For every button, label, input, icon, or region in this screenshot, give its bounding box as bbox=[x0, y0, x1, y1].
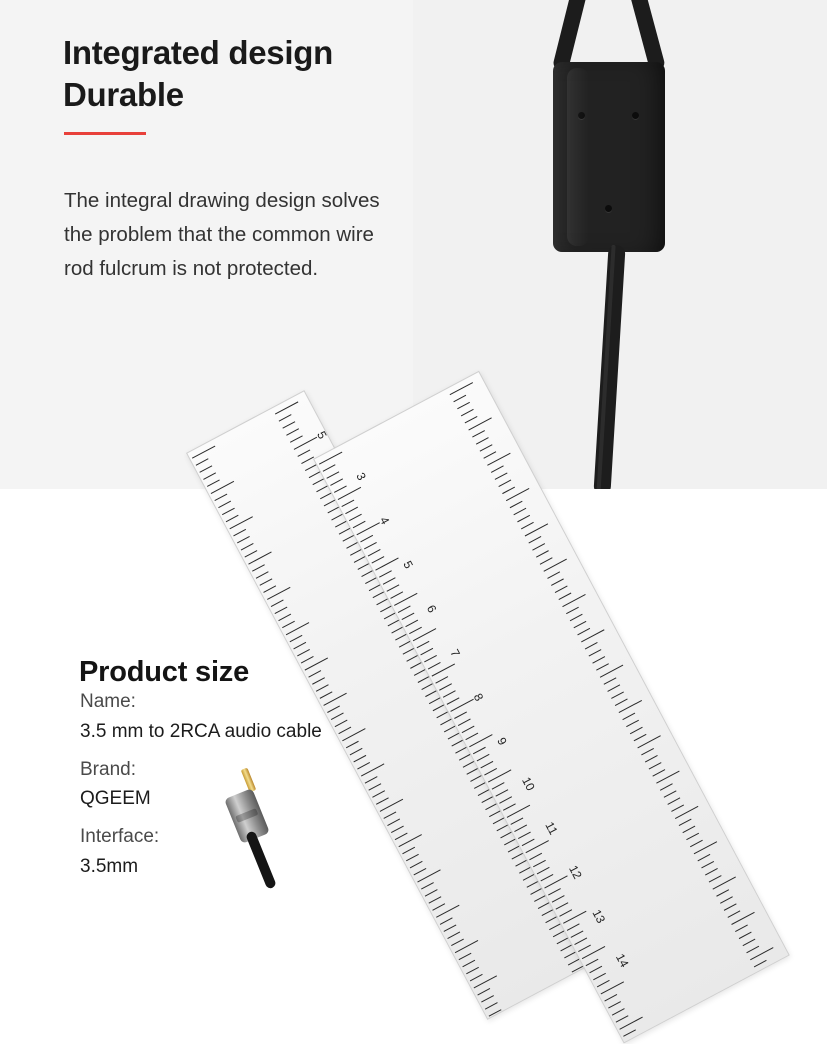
spec-value: 3.5 mm to 2RCA audio cable bbox=[80, 720, 322, 742]
ruler-tick bbox=[290, 435, 303, 442]
ruler-tick bbox=[597, 980, 610, 987]
ruler-tick bbox=[432, 903, 445, 910]
ruler-tick bbox=[398, 606, 411, 613]
ruler-tick bbox=[616, 1015, 629, 1022]
page-title bbox=[63, 32, 403, 116]
ruler-tick bbox=[226, 515, 239, 522]
spec-label: Brand: bbox=[80, 758, 136, 780]
ruler-number: 13 bbox=[589, 907, 609, 926]
main-cable bbox=[593, 245, 625, 496]
ruler-tick bbox=[547, 571, 560, 578]
cable-splitter-body bbox=[553, 62, 665, 252]
ruler-tick bbox=[709, 875, 722, 882]
ruler-tick bbox=[454, 711, 467, 718]
ruler-tick bbox=[622, 713, 635, 720]
ruler-tick bbox=[405, 620, 418, 627]
ruler-tick bbox=[574, 938, 587, 945]
ruler-tick bbox=[701, 861, 714, 868]
ruler-tick bbox=[443, 690, 456, 697]
ruler-tick bbox=[649, 762, 662, 769]
headline-line-1: Integrated design bbox=[63, 34, 333, 72]
ruler-tick bbox=[252, 564, 265, 571]
ruler-tick bbox=[323, 464, 336, 471]
top-text-column bbox=[0, 0, 413, 489]
ruler-tick bbox=[353, 521, 366, 528]
ruler-tick bbox=[567, 923, 580, 930]
ruler-tick bbox=[326, 471, 339, 478]
ruler-tick bbox=[716, 889, 729, 896]
ruler-tick bbox=[532, 543, 545, 550]
ruler-tick bbox=[345, 507, 358, 514]
ruler-tick bbox=[593, 973, 606, 980]
ruler-tick bbox=[483, 451, 496, 458]
ruler-tick bbox=[402, 847, 415, 854]
ruler-tick bbox=[458, 719, 471, 726]
ruler-tick bbox=[735, 925, 748, 932]
ruler-number: 3 bbox=[353, 470, 369, 483]
ruler-tick bbox=[495, 472, 508, 479]
ruler-tick bbox=[406, 854, 419, 861]
ruler-tick bbox=[279, 414, 292, 421]
ruler-tick bbox=[499, 796, 512, 803]
ruler-number: 14 bbox=[613, 951, 632, 970]
ruler-tick bbox=[634, 734, 647, 741]
ruler-tick bbox=[746, 946, 759, 953]
ruler-tick bbox=[447, 932, 460, 939]
ruler-tick bbox=[720, 896, 733, 903]
ruler-tick bbox=[641, 748, 654, 755]
ruler-tick bbox=[414, 868, 427, 875]
ruler-tick bbox=[447, 697, 460, 704]
ruler-tick bbox=[743, 939, 756, 946]
ruler-tick bbox=[697, 854, 710, 861]
ruler-tick bbox=[517, 515, 530, 522]
ruler-tick bbox=[203, 472, 216, 479]
ruler-tick bbox=[308, 670, 321, 677]
ruler-number: 5 bbox=[314, 428, 330, 442]
ruler-tick bbox=[686, 833, 699, 840]
ruler-tick bbox=[402, 613, 415, 620]
ruler-tick bbox=[368, 549, 381, 556]
ruler-tick bbox=[410, 861, 423, 868]
ruler-tick bbox=[466, 967, 479, 974]
ruler-number: 12 bbox=[566, 863, 585, 882]
ruler-tick bbox=[196, 458, 209, 465]
audio-plug-photo bbox=[232, 768, 272, 838]
ruler-number: 4 bbox=[376, 514, 393, 527]
ruler-tick bbox=[481, 995, 494, 1002]
ruler-tick bbox=[192, 446, 215, 459]
ruler-tick bbox=[341, 500, 354, 507]
ruler-tick bbox=[571, 930, 584, 937]
ruler-tick bbox=[652, 769, 665, 776]
ruler-tick bbox=[492, 782, 505, 789]
ruler-tick bbox=[739, 932, 752, 939]
spec-label: Name: bbox=[80, 691, 136, 712]
ruler-tick bbox=[330, 478, 343, 485]
ruler-tick bbox=[607, 684, 620, 691]
ruler-tick bbox=[293, 642, 306, 649]
ruler-tick bbox=[453, 395, 466, 402]
ruler-tick bbox=[444, 924, 457, 931]
ruler-tick bbox=[592, 656, 605, 663]
ruler-tick bbox=[623, 1029, 636, 1036]
ruler-number: 10 bbox=[519, 774, 538, 794]
ruler-tick bbox=[528, 536, 541, 543]
ruler-tick bbox=[480, 444, 493, 451]
ruler-tick bbox=[577, 628, 590, 635]
ruler-tick bbox=[435, 676, 448, 683]
spec-value: 3.5mm bbox=[80, 855, 139, 877]
ruler-tick bbox=[540, 557, 553, 564]
ruler-tick bbox=[522, 839, 535, 846]
ruler-tick bbox=[256, 571, 269, 578]
ruler-tick bbox=[301, 457, 314, 464]
ruler-tick bbox=[420, 648, 433, 655]
ruler-tick bbox=[690, 840, 703, 847]
ruler-tick bbox=[271, 600, 284, 607]
ruler-tick bbox=[645, 755, 658, 762]
ruler-tick bbox=[237, 536, 250, 543]
ruler-tick bbox=[574, 621, 587, 628]
ruler-tick bbox=[559, 909, 572, 916]
ruler-tick bbox=[480, 761, 493, 768]
ruler-tick bbox=[409, 627, 422, 634]
ruler-tick bbox=[263, 585, 276, 592]
ruler-tick bbox=[290, 635, 303, 642]
ruler-tick bbox=[604, 994, 617, 1001]
ruler-tick bbox=[491, 465, 504, 472]
ruler-tick bbox=[513, 508, 526, 515]
ruler-tick bbox=[462, 960, 475, 967]
ruler-tick bbox=[518, 832, 531, 839]
ruler-tick bbox=[502, 487, 515, 494]
ruler-tick bbox=[484, 768, 497, 775]
ruler-tick bbox=[207, 479, 220, 486]
ruler-tick bbox=[424, 655, 437, 662]
ruler-tick bbox=[724, 903, 737, 910]
ruler-tick bbox=[450, 382, 473, 395]
ruler-tick bbox=[440, 917, 453, 924]
ruler-tick bbox=[548, 888, 561, 895]
ruler-tick bbox=[360, 535, 373, 542]
ruler-tick bbox=[472, 430, 485, 437]
ruler-tick bbox=[476, 437, 489, 444]
ruler-tick bbox=[387, 584, 400, 591]
splitter-dot-icon bbox=[578, 112, 585, 119]
ruler-tick bbox=[536, 550, 549, 557]
ruler-tick bbox=[682, 826, 695, 833]
ruler-tick bbox=[473, 747, 486, 754]
spec-label: Interface: bbox=[80, 826, 160, 847]
ruler-tick bbox=[585, 642, 598, 649]
ruler-tick bbox=[551, 578, 564, 585]
ruler-tick bbox=[470, 974, 483, 981]
ruler-tick bbox=[533, 860, 546, 867]
ruler-tick bbox=[451, 939, 464, 946]
ruler-tick bbox=[233, 529, 246, 536]
ruler-tick bbox=[334, 485, 347, 492]
ruler-tick bbox=[286, 428, 299, 435]
spec-value: QGEEM bbox=[80, 788, 151, 810]
ruler-tick bbox=[589, 966, 602, 973]
ruler-tick bbox=[459, 953, 472, 960]
ruler-tick bbox=[465, 733, 478, 740]
ruler-number: 6 bbox=[423, 602, 440, 616]
ruler-tick bbox=[461, 409, 474, 416]
ruler-tick bbox=[728, 910, 741, 917]
ruler-tick bbox=[379, 570, 392, 577]
ruler-tick bbox=[383, 577, 396, 584]
ruler-tick bbox=[421, 882, 434, 889]
product-size-title: Product size bbox=[79, 656, 250, 689]
ruler-tick bbox=[578, 945, 591, 952]
ruler-tick bbox=[428, 662, 441, 669]
ruler-tick bbox=[529, 853, 542, 860]
ruler-tick bbox=[199, 465, 212, 472]
ruler-tick bbox=[275, 401, 298, 414]
ruler-tick bbox=[559, 593, 572, 600]
ruler-tick bbox=[604, 677, 617, 684]
ruler-tick bbox=[510, 817, 523, 824]
ruler-tick bbox=[537, 867, 550, 874]
ruler-tick bbox=[570, 614, 583, 621]
ruler-tick bbox=[566, 607, 579, 614]
ruler-tick bbox=[498, 480, 511, 487]
ruler-tick bbox=[278, 614, 291, 621]
ruler-tick bbox=[319, 452, 342, 465]
ruler-tick bbox=[282, 421, 295, 428]
ruler-number: 9 bbox=[494, 735, 510, 748]
headline-line-2: Durable bbox=[63, 76, 184, 114]
ruler-tick bbox=[541, 874, 554, 881]
ruler-tick bbox=[679, 819, 692, 826]
ruler-tick bbox=[297, 449, 310, 456]
ruler-tick bbox=[477, 988, 490, 995]
ruler-tick bbox=[372, 556, 385, 563]
ruler-tick bbox=[608, 1001, 621, 1008]
ruler-tick bbox=[462, 726, 475, 733]
ruler-tick bbox=[439, 683, 452, 690]
ruler-number: 7 bbox=[447, 646, 463, 660]
ruler-tick bbox=[275, 607, 288, 614]
ruler-tick bbox=[477, 754, 490, 761]
ruler-tick bbox=[301, 656, 314, 663]
ruler-tick bbox=[705, 868, 718, 875]
ruler-tick bbox=[514, 825, 527, 832]
ruler-tick bbox=[429, 896, 442, 903]
ruler-tick bbox=[555, 585, 568, 592]
ruler-tick bbox=[556, 902, 569, 909]
ruler-tick bbox=[586, 959, 599, 966]
ruler-tick bbox=[297, 649, 310, 656]
ruler-tick bbox=[612, 1008, 625, 1015]
ruler-tick bbox=[664, 790, 677, 797]
ruler-tick bbox=[615, 699, 628, 706]
ruler-tick bbox=[425, 889, 438, 896]
ruler-tick bbox=[630, 727, 643, 734]
body-paragraph: The integral drawing design solves the problem that the common wire rod fulcrum is not protected. bbox=[64, 188, 380, 281]
ruler-tick bbox=[485, 1002, 498, 1009]
ruler-tick bbox=[390, 591, 403, 598]
ruler-tick bbox=[503, 803, 516, 810]
ruler-tick bbox=[260, 578, 273, 585]
ruler-tick bbox=[495, 789, 508, 796]
ruler-tick bbox=[241, 543, 254, 550]
ruler-number: 8 bbox=[470, 690, 487, 704]
ruler-tick bbox=[510, 501, 523, 508]
ruler-tick bbox=[589, 649, 602, 656]
ruler-tick bbox=[364, 542, 377, 549]
accent-divider bbox=[64, 132, 146, 135]
ruler-tick bbox=[611, 691, 624, 698]
ruler-tick bbox=[489, 1009, 502, 1016]
ruler-tick bbox=[596, 663, 609, 670]
ruler-tick bbox=[245, 550, 258, 557]
ruler-tick bbox=[660, 783, 673, 790]
ruler-tick bbox=[667, 797, 680, 804]
ruler-tick bbox=[457, 402, 470, 409]
ruler-tick bbox=[214, 494, 227, 501]
ruler-tick bbox=[282, 621, 295, 628]
ruler-tick bbox=[417, 641, 430, 648]
ruler-tick bbox=[218, 501, 231, 508]
ruler-tick bbox=[552, 895, 565, 902]
ruler-tick bbox=[465, 416, 478, 423]
splitter-dot-icon bbox=[632, 112, 639, 119]
ruler-tick bbox=[754, 960, 767, 967]
ruler-tick bbox=[671, 804, 684, 811]
ruler-tick bbox=[521, 522, 534, 529]
ruler-tick bbox=[626, 720, 639, 727]
ruler-number: 11 bbox=[542, 819, 561, 838]
ruler-tick bbox=[349, 514, 362, 521]
splitter-dot-icon bbox=[605, 205, 612, 212]
ruler-number: 5 bbox=[400, 558, 416, 571]
ruler-tick bbox=[222, 508, 235, 515]
ruler-tick bbox=[312, 677, 325, 684]
